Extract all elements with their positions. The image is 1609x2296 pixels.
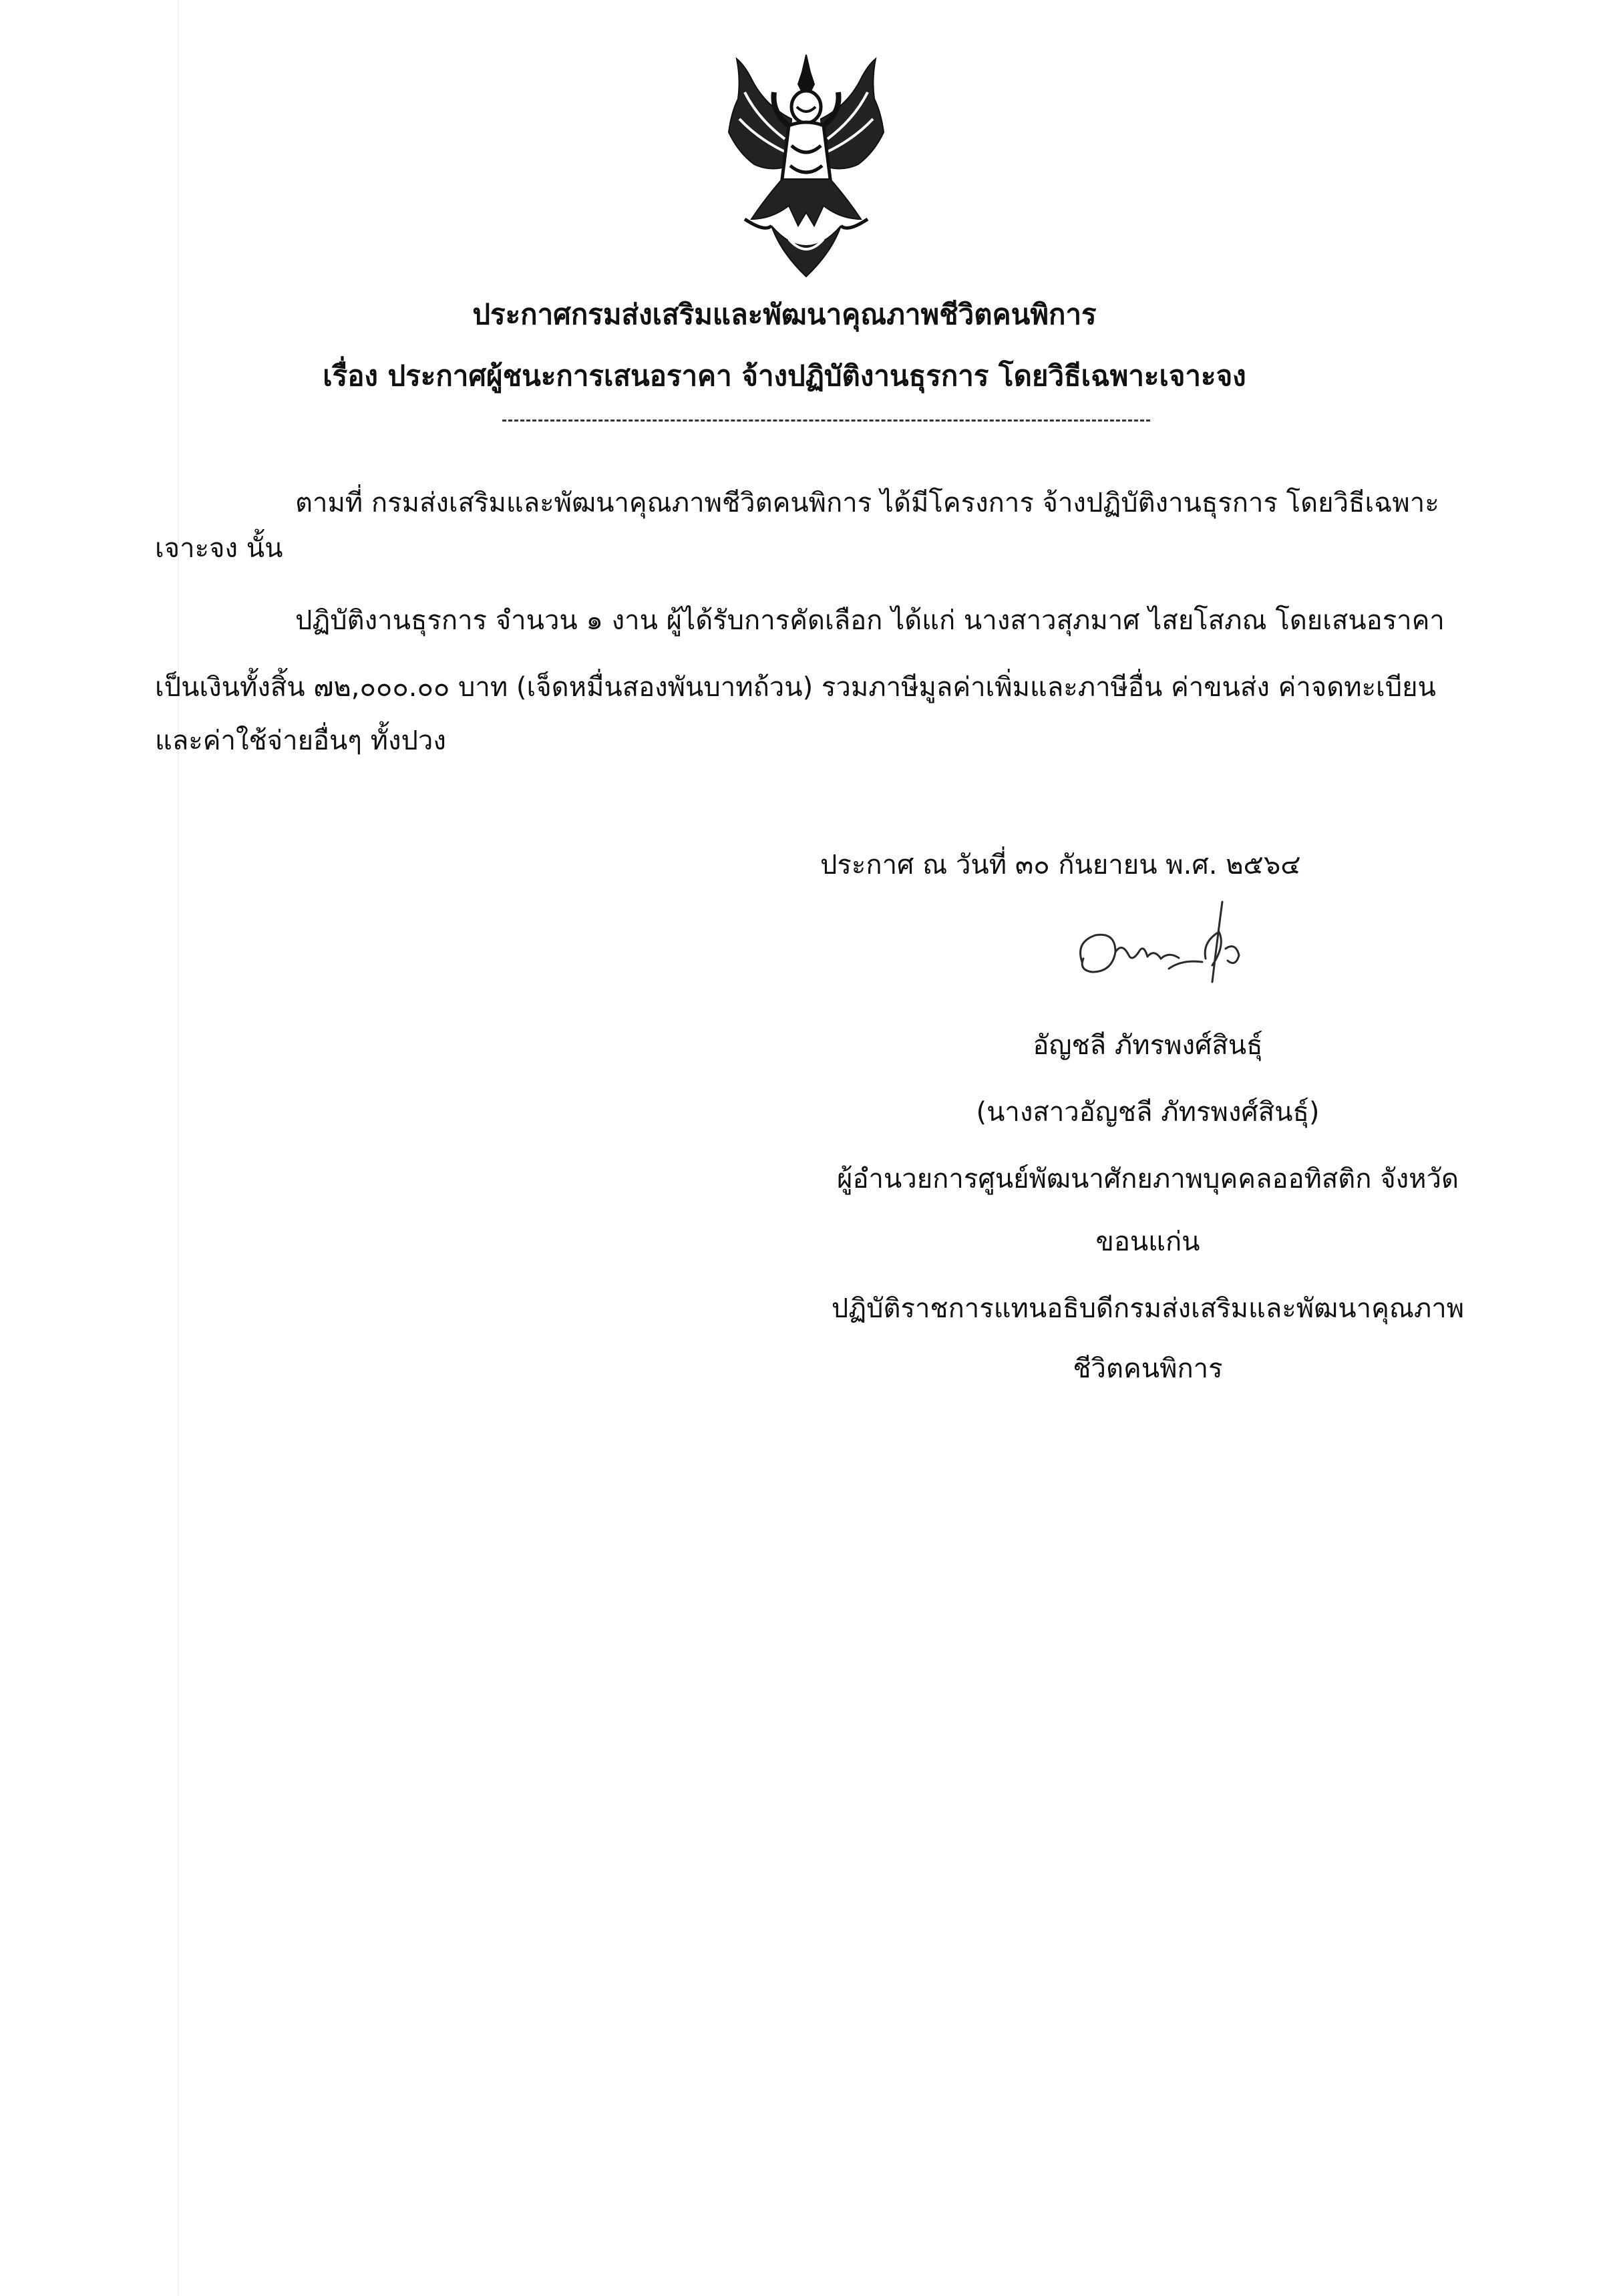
acting-for-line-2: ชีวิตคนพิการ xyxy=(1073,1353,1223,1384)
announcement-subject: เรื่อง ประกาศผู้ชนะการเสนอราคา จ้างปฏิบัติงานธุรการ โดยวิธีเฉพาะเจาะจง xyxy=(323,359,1246,392)
signatory-position-line-1: ผู้อำนวยการศูนย์พัฒนาศักยภาพบุคคลออทิสติก จังหวัด xyxy=(837,1164,1459,1194)
acting-for-line-1: ปฏิบัติราชการแทนอธิบดีกรมส่งเสริมและพัฒนาคุณภาพ xyxy=(831,1293,1465,1324)
signatory-full-name: (นางสาวอัญชลี ภัทรพงศ์สินธุ์) xyxy=(976,1097,1320,1128)
scan-fold-line xyxy=(178,0,179,2296)
announcement-title: ประกาศกรมส่งเสริมและพัฒนาคุณภาพชีวิตคนพิการ xyxy=(472,298,1097,331)
paragraph-2-line-3: และค่าใช้จ่ายอื่นๆ ทั้งปวง xyxy=(155,725,446,756)
paragraph-1-line-1: ตามที่ กรมส่งเสริมและพัฒนาคุณภาพชีวิตคนพิการ ได้มีโครงการ จ้างปฏิบัติงานธุรการ โดยวิธีเฉพาะ xyxy=(295,488,1439,518)
garuda-emblem-icon xyxy=(725,52,888,279)
title-divider xyxy=(502,420,1150,422)
signatory-position-line-2: ขอนแก่น xyxy=(1095,1226,1200,1257)
signatory-name: อัญชลี ภัทรพงศ์สินธุ์ xyxy=(1033,1030,1263,1061)
announcement-date: ประกาศ ณ วันที่ ๓๐ กันยายน พ.ศ. ๒๕๖๔ xyxy=(820,850,1301,880)
paragraph-1-line-2: เจาะจง นั้น xyxy=(155,533,283,564)
paragraph-2-line-2: เป็นเงินทั้งสิ้น ๗๒,๐๐๐.๐๐ บาท (เจ็ดหมื่นสองพันบาทถ้วน) รวมภาษีมูลค่าเพิ่มและภาษีอื่น ค่าขนส่ง ค่าจดทะเบียน xyxy=(155,672,1436,703)
paragraph-2-line-1: ปฏิบัติงานธุรการ จำนวน ๑ งาน ผู้ได้รับการคัดเลือก ได้แก่ นางสาวสุภมาศ ไสยโสภณ โดยเสนอราคา xyxy=(295,605,1445,636)
handwritten-signature-icon xyxy=(1069,895,1269,1002)
